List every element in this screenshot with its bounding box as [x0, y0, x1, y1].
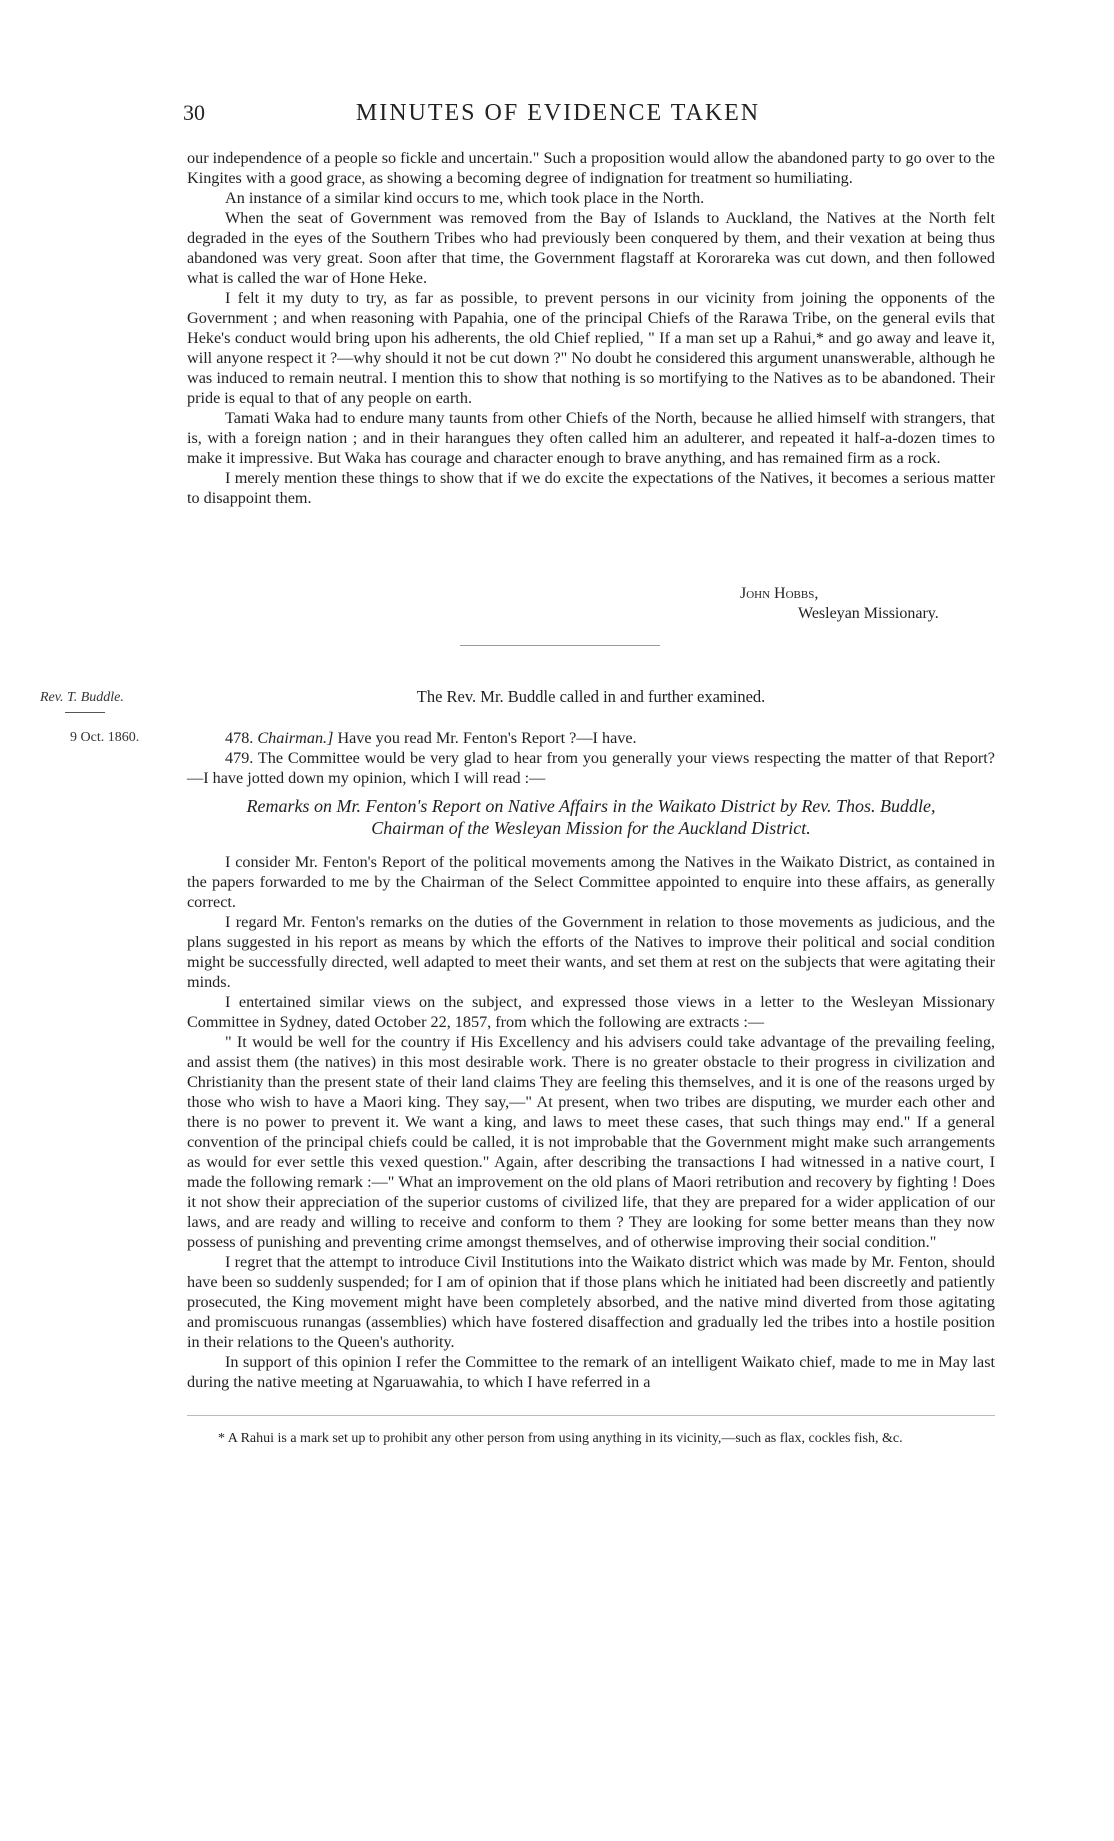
- paragraph: Tamati Waka had to endure many taunts from other Chiefs of the North, because he allied himself with strangers, that is, with a foreign nation ; and in their harangues they often called him an adulterer, and repeated it half-a-dozen times to make it impressive. But Waka has courage and character enough to brave anything, and has remained firm as a rock.: [187, 409, 995, 467]
- paragraph: our independence of a people so fickle and uncertain." Such a proposition would allow the abandoned party to go over to the Kingites with a good grace, as showing a becoming degree of indignation for treatment so humiliating.: [187, 149, 995, 187]
- paragraph: I regret that the attempt to introduce Civil Institutions into the Waikato district which was made by Mr. Fenton, should have been so suddenly suspended; for I am of opinion that if those plans which he initiated had been discreetly and patiently prosecuted, the King movement might have been completely absorbed, and the native mind diverted from those agitating and promiscuous runangas (assemblies) which have fostered disaffection and gradually led the tribes into a hostile position in their relations to the Queen's authority.: [187, 1253, 995, 1351]
- margin-rule: [65, 712, 105, 713]
- remarks-heading: Remarks on Mr. Fenton's Report on Native Affairs in the Waikato District by Rev. Thos. Buddle, Chairman of the Wesleyan Mission for the Auckland District.: [246, 796, 936, 838]
- footnote: * A Rahui is a mark set up to prohibit any other person from using anything in its vicinity,—such as flax, cockles fish, &c.: [218, 1431, 903, 1446]
- page-number: 30: [183, 100, 205, 125]
- signature-role: Wesleyan Missionary.: [798, 605, 939, 622]
- margin-date: 9 Oct. 1860.: [70, 730, 140, 745]
- paragraph: When the seat of Government was removed from the Bay of Islands to Auckland, the Natives at the North felt degraded in the eyes of the Southern Tribes who had previously been conquered by them, and their vexation at being thus abandoned was very great. Soon after that time, the Government flagstaff at Kororareka was cut down, and then followed what is called the war of Hone Heke.: [187, 209, 995, 287]
- paragraph: In support of this opinion I refer the Committee to the remark of an intelligent Waikato chief, made to me in May last during the native meeting at Ngaruawahia, to which I have referred in a: [187, 1353, 995, 1391]
- page-header: [183, 100, 933, 130]
- page-title: MINUTES OF EVIDENCE TAKEN: [355, 100, 761, 126]
- quoted-extract: " It would be well for the country if His Excellency and his advisers could take advantage of the prevailing feeling, and assist them (the natives) in this most desirable work. There is no greater obstacle to their progress in civilization and Christianity than the present state of their land claims They are feeling this themselves, and it is one of the reasons urged by those who wish to have a Maori king. They say,—" At present, when two tribes are disputing, we murder each other and there is no power to prevent it. We want a king, and laws to meet these cases, that such things may end." If a general convention of the principal chiefs could be called, it is not improbable that the Government might make such arrangements as would for ever settle this vexed question." Again, after describing the transactions I had witnessed in a native court, I made the following remark :—" What an improvement on the old plans of Maori retribution and recovery by fighting ! Does it not show their appreciation of the superior customs of civilized life, that they are prepared for a wider application of our laws, and are ready and willing to receive and conform to them ? They are looking for some better means than they now possess of punishing and preventing crime amongst themselves, and of otherwise improving their social condition.": [187, 1033, 995, 1251]
- footnote-rule: [187, 1415, 995, 1416]
- speaker: Chairman.]: [257, 729, 334, 747]
- buddle-remarks: [187, 852, 995, 1392]
- margin-witness: Rev. T. Buddle.: [40, 690, 124, 705]
- called-in-line: The Rev. Mr. Buddle called in and further examined.: [416, 687, 766, 706]
- question-479: 479. The Committee would be very glad to hear from you generally your views respecting the matter of that Report?—I have jotted down my opinion, which I will read :—: [187, 749, 995, 787]
- examination-questions: [187, 728, 995, 788]
- paragraph: I consider Mr. Fenton's Report of the political movements among the Natives in the Waikato District, as contained in the papers forwarded to me by the Chairman of the Select Committee appointed to enquire into these affairs, as generally correct.: [187, 853, 995, 911]
- paragraph: I felt it my duty to try, as far as possible, to prevent persons in our vicinity from joining the opponents of the Government ; and when reasoning with Papahia, one of the principal Chiefs of the Rarawa Tribe, on the general evils that Heke's conduct would bring upon his adherents, the old Chief replied, " If a man set up a Rahui,* and go away and leave it, will anyone respect it ?—why should it not be cut down ?" No doubt he considered this argument unanswerable, although he was induced to remain neutral. I mention this to show that nothing is so mortifying to the Natives as to be abandoned. Their pride is equal to that of any people on earth.: [187, 289, 995, 407]
- signature-name: John Hobbs,: [740, 585, 819, 602]
- section-divider: [460, 645, 660, 646]
- paragraph: An instance of a similar kind occurs to me, which took place in the North.: [225, 189, 705, 207]
- paragraph: I regard Mr. Fenton's remarks on the duties of the Government in relation to those movements as judicious, and the plans suggested in his report as means by which the efforts of the Natives to improve their political and social condition might be successfully directed, well adapted to meet their wants, and set them at rest on the subjects that were agitating their minds.: [187, 913, 995, 991]
- question-478: 478. Chairman.] Have you read Mr. Fenton's Report ?—I have.: [225, 729, 637, 747]
- paragraph: I entertained similar views on the subject, and expressed those views in a letter to the Wesleyan Missionary Committee in Sydney, dated October 22, 1857, from which the following are extracts :—: [187, 993, 995, 1031]
- hobbs-evidence: [187, 148, 995, 508]
- paragraph: I merely mention these things to show that if we do excite the expectations of the Natives, it becomes a serious matter to disappoint them.: [187, 469, 995, 507]
